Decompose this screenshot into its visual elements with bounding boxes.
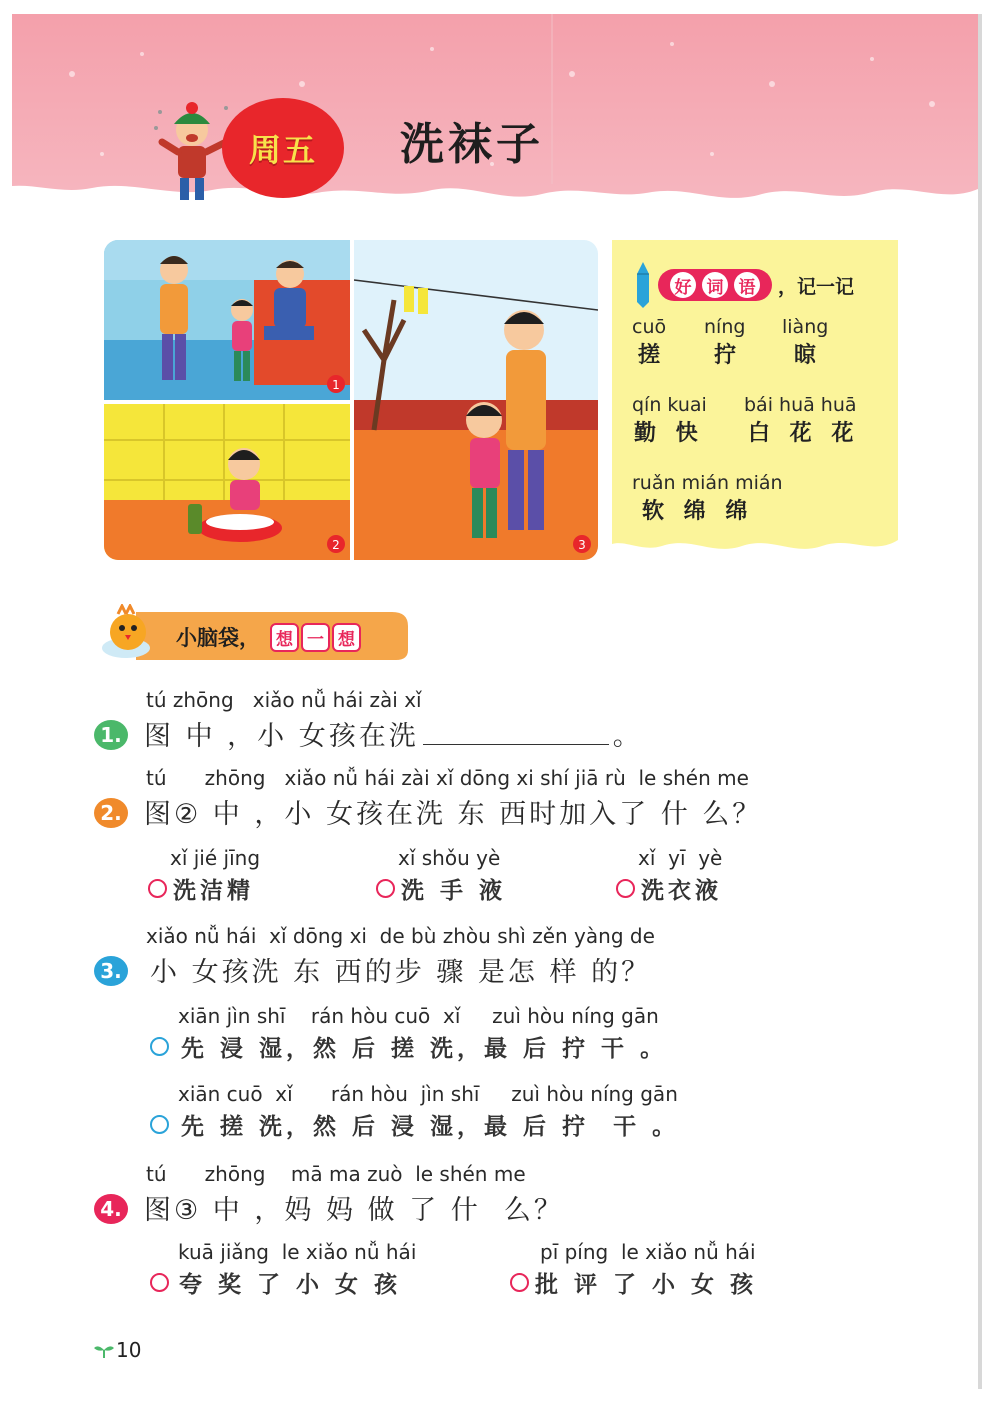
option-radio[interactable]	[150, 1037, 169, 1056]
question-text: 小 女孩洗 东 西的步 骤 是怎 样 的？	[150, 957, 652, 988]
option-text: 洗洁精	[173, 877, 254, 904]
option-xiyiye[interactable]	[616, 846, 722, 905]
comic-panels	[104, 240, 598, 560]
pill-char: 词	[702, 272, 728, 298]
question-text: 图③ 中 ，妈 妈 做 了 什 么？	[144, 1195, 564, 1226]
option-text: 洗 手 液	[401, 877, 507, 904]
question-number: 3.	[94, 956, 128, 986]
option-pinyin: xiān jìn shī rán hòu cuō xǐ zuì hòu níng gān	[178, 1004, 659, 1028]
option-radio[interactable]	[148, 879, 167, 898]
option-text: 先 搓 洗，然 后 浸 湿，最 后 拧 干 。	[181, 1113, 680, 1140]
think-box	[270, 623, 361, 652]
question-pinyin: xiǎo nǚ hái xǐ dōng xi de bù zhòu shì zěn yàng de	[146, 924, 655, 948]
option-text: 夸 奖 了 小 女 孩	[179, 1271, 402, 1298]
panel-num-1: 1	[332, 378, 340, 392]
pencil-icon	[636, 262, 650, 308]
answer-blank[interactable]	[423, 744, 609, 745]
day-label: 周五	[248, 131, 317, 169]
vocab-word	[632, 472, 783, 525]
question-pinyin: tú zhōng mā ma zuò le shén me	[146, 1162, 526, 1186]
vocab-word	[704, 316, 745, 369]
vocab-card	[612, 240, 898, 556]
section-title	[176, 622, 361, 652]
option-pinyin: xǐ yī yè	[638, 846, 723, 870]
word-hanzi: 搓	[638, 342, 667, 368]
question-number: 2.	[94, 798, 128, 828]
question-number: 1.	[94, 720, 128, 750]
think-char: 一	[301, 623, 330, 652]
vocab-word	[782, 316, 828, 369]
section-label: 小脑袋，	[176, 626, 260, 650]
word-hanzi: 勤 快	[634, 420, 704, 446]
word-hanzi: 白 花 花	[748, 420, 860, 446]
word-hanzi: 拧	[714, 342, 743, 368]
option-radio[interactable]	[510, 1273, 529, 1292]
pill-char: 好	[670, 272, 696, 298]
option-pinyin: kuā jiǎng le xiǎo nǚ hái	[178, 1240, 417, 1264]
panel-num-3: 3	[578, 538, 586, 552]
question-text: 图② 中 ，小 女孩在洗 东 西时加入了 什 么？	[144, 799, 763, 830]
option-radio[interactable]	[150, 1115, 169, 1134]
word-pinyin: ruǎn mián mián	[632, 472, 783, 494]
section-header	[96, 604, 408, 664]
question-number: 4.	[94, 1194, 128, 1224]
option-xijiejing[interactable]	[148, 846, 260, 905]
option-soak-first[interactable]	[150, 1004, 667, 1063]
pill-char: 语	[734, 272, 760, 298]
think-char: 想	[270, 623, 299, 652]
page-number-text: 10	[116, 1338, 142, 1362]
word-pinyin: liàng	[782, 316, 829, 338]
option-text: 洗衣液	[641, 877, 722, 904]
page-number	[94, 1338, 141, 1362]
vocab-tail: ，记一记	[778, 275, 855, 298]
word-hanzi: 软 绵 绵	[642, 498, 754, 524]
vocab-heading	[636, 262, 854, 308]
word-pinyin: níng	[704, 316, 746, 338]
option-pinyin: pī píng le xiǎo nǚ hái	[540, 1240, 756, 1264]
sprout-icon	[94, 1342, 114, 1358]
option-pinyin: xiān cuō xǐ rán hòu jìn shī zuì hòu níng gān	[178, 1082, 678, 1106]
option-scrub-first[interactable]	[150, 1082, 679, 1141]
panel-num-2: 2	[332, 538, 340, 552]
vocab-word	[744, 394, 859, 447]
word-pinyin: bái huā huā	[744, 394, 857, 416]
word-hanzi: 晾	[794, 342, 823, 368]
option-text: 批 评 了 小 女 孩	[535, 1271, 758, 1298]
page-title: 洗袜子	[400, 119, 544, 170]
option-xishouye[interactable]	[376, 846, 506, 905]
word-pinyin: cuō	[632, 316, 667, 338]
option-praised[interactable]	[150, 1240, 416, 1299]
option-pinyin: xǐ jié jīng	[170, 846, 261, 870]
day-badge	[222, 98, 344, 198]
vocab-word	[632, 316, 666, 369]
option-criticized[interactable]	[510, 1240, 757, 1299]
option-radio[interactable]	[616, 879, 635, 898]
vocab-pill	[658, 269, 772, 301]
option-radio[interactable]	[150, 1273, 169, 1292]
think-char: 想	[332, 623, 361, 652]
option-pinyin: xǐ shǒu yè	[398, 846, 501, 870]
option-text: 先 浸 湿，然 后 搓 洗，最 后 拧 干 。	[181, 1035, 668, 1062]
vocab-word	[632, 394, 707, 447]
question-text: 图 中 ，小 女孩在洗 。	[144, 721, 643, 752]
question-pinyin: tú zhōng xiǎo nǚ hái zài xǐ	[146, 688, 422, 712]
page-edge	[978, 14, 982, 1389]
option-radio[interactable]	[376, 879, 395, 898]
word-pinyin: qín kuai	[632, 394, 707, 416]
question-pinyin: tú zhōng xiǎo nǚ hái zài xǐ dōng xi shí jiā rù le shén me	[146, 766, 749, 790]
